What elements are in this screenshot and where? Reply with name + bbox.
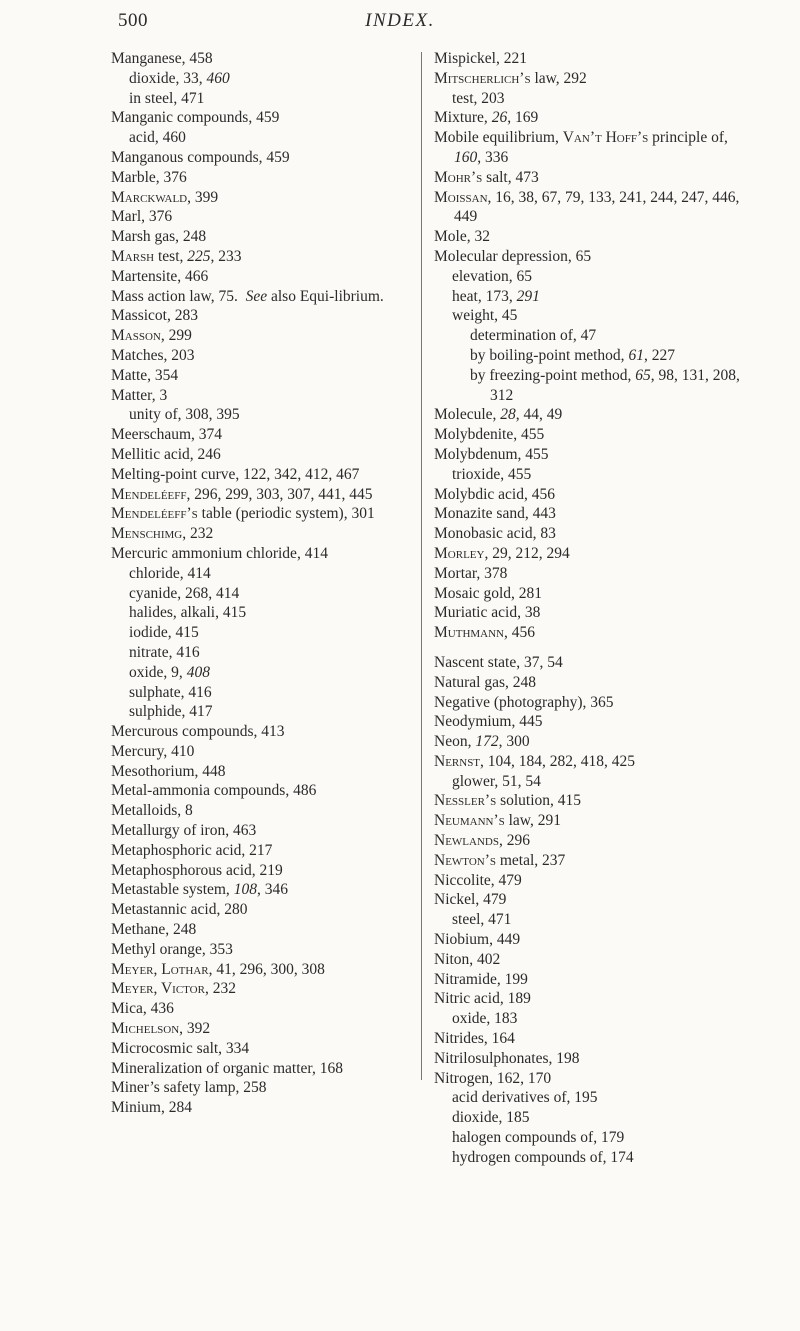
index-entry xyxy=(111,188,411,208)
entry-text: , 29, 212, 294 xyxy=(484,544,570,562)
index-entry xyxy=(111,920,411,940)
entry-text: table (periodic system), 301 xyxy=(197,505,375,523)
entry-text: oxide, 183 xyxy=(452,1010,518,1028)
entry-name-smallcaps: Meyer, Lothar xyxy=(111,960,209,978)
entry-text: , 233 xyxy=(210,247,242,265)
index-entry xyxy=(111,940,411,960)
entry-page-ref-italic: See xyxy=(245,287,268,305)
entry-text: Niobium, 449 xyxy=(434,931,521,949)
entry-name-smallcaps: Moissan xyxy=(434,188,488,206)
entry-text: Molybdenum, 455 xyxy=(434,445,549,463)
index-entry xyxy=(111,306,411,326)
entry-text: principle of, xyxy=(648,129,732,147)
entry-text: Metalloids, 8 xyxy=(111,802,193,820)
index-entry xyxy=(111,762,411,782)
entry-text: Molybdic acid, 456 xyxy=(434,485,555,503)
entry-text: Meerschaum, 374 xyxy=(111,426,223,444)
entry-text: Minium, 284 xyxy=(111,1099,192,1117)
index-subentry xyxy=(452,1108,756,1128)
entry-text: Melting-point curve, 122, 342, 412, 467 xyxy=(111,465,360,483)
index-entry xyxy=(434,603,756,623)
index-entry xyxy=(111,960,411,980)
entry-name-smallcaps: Nessler’s xyxy=(434,792,497,810)
index-entry xyxy=(434,524,756,544)
index-entry xyxy=(434,247,756,267)
entry-text: law, 291 xyxy=(504,812,561,830)
entry-text: test, xyxy=(154,247,188,265)
entry-text: , 296 xyxy=(498,832,530,850)
entry-text: , 399 xyxy=(187,188,219,206)
index-entry xyxy=(434,168,756,188)
index-entry xyxy=(111,979,411,999)
index-subentry xyxy=(452,465,756,485)
entry-text: , 232 xyxy=(182,525,214,543)
entry-page-ref-italic: 108 xyxy=(233,881,257,899)
entry-text: Monazite sand, 443 xyxy=(434,505,556,523)
index-entry xyxy=(434,623,756,643)
index-subentry xyxy=(470,366,756,406)
index-entry xyxy=(111,326,411,346)
entry-text: Niccolite, 479 xyxy=(434,871,522,889)
entry-text: heat, 173, xyxy=(452,287,517,305)
entry-page-ref-italic: 65 xyxy=(635,366,651,384)
index-entry xyxy=(111,524,411,544)
index-subentry xyxy=(129,89,411,109)
entry-text: , 104, 184, 282, 418, 425 xyxy=(480,752,636,770)
entry-page-ref-italic: 28 xyxy=(500,406,516,424)
entry-text: Manganic compounds, 459 xyxy=(111,109,280,127)
entry-text: Nitrides, 164 xyxy=(434,1030,515,1048)
index-entry xyxy=(434,871,756,891)
entry-page-ref-italic: 408 xyxy=(186,663,210,681)
index-subentry xyxy=(129,584,411,604)
index-entry xyxy=(434,712,756,732)
index-entry xyxy=(434,49,756,69)
entry-text: Marl, 376 xyxy=(111,208,173,226)
entry-text: determination of, 47 xyxy=(470,327,597,345)
index-entry xyxy=(111,207,411,227)
index-entry xyxy=(111,227,411,247)
entry-text: Mosaic gold, 281 xyxy=(434,584,543,602)
index-subentry xyxy=(452,1088,756,1108)
entry-text: solution, 415 xyxy=(496,792,582,810)
index-entry xyxy=(434,69,756,89)
entry-text: acid, 460 xyxy=(129,129,186,147)
index-entry xyxy=(111,841,411,861)
entry-text: iodide, 415 xyxy=(129,624,199,642)
index-entry xyxy=(434,188,756,228)
entry-text: Molybdenite, 455 xyxy=(434,426,545,444)
index-entry xyxy=(434,673,756,693)
index-entry xyxy=(111,148,411,168)
entry-text: law, 292 xyxy=(530,69,587,87)
index-entry xyxy=(111,465,411,485)
entry-text: Mass action law, 75. xyxy=(111,287,246,305)
entry-text: by freezing-point method, xyxy=(470,366,636,384)
entry-text: Mole, 32 xyxy=(434,228,490,246)
entry-text: sulphide, 417 xyxy=(129,703,213,721)
index-entry xyxy=(111,366,411,386)
entry-page-ref-italic: 172 xyxy=(475,733,499,751)
entry-text: Molecule, xyxy=(434,406,501,424)
entry-text: , 16, 38, 67, 79, 133, 241, 244, 247, 446, 449 xyxy=(454,188,744,226)
index-subentry xyxy=(452,306,756,326)
index-entry xyxy=(434,791,756,811)
entry-page-ref-italic: 160 xyxy=(454,148,478,166)
index-entry xyxy=(111,49,411,69)
entry-text: chloride, 414 xyxy=(129,564,211,582)
entry-text: Metastable system, xyxy=(111,881,234,899)
entry-name-smallcaps: Menschimg xyxy=(111,525,183,543)
entry-text: , 299 xyxy=(160,327,192,345)
entry-text: by boiling-point method, xyxy=(470,346,629,364)
index-entry xyxy=(111,999,411,1019)
index-entry xyxy=(434,950,756,970)
entry-text: Mortar, 378 xyxy=(434,564,508,582)
index-subentry xyxy=(452,1009,756,1029)
index-entry xyxy=(434,445,756,465)
index-entry xyxy=(434,890,756,910)
entry-name-smallcaps: Van’t Hoff’s xyxy=(562,129,649,147)
index-entry xyxy=(111,504,411,524)
index-entry xyxy=(434,1049,756,1069)
index-entry xyxy=(111,821,411,841)
entry-text: metal, 237 xyxy=(495,851,566,869)
entry-text: , 300 xyxy=(498,733,530,751)
entry-text: nitrate, 416 xyxy=(129,643,200,661)
index-entry xyxy=(434,752,756,772)
entry-text: Nascent state, 37, 54 xyxy=(434,653,563,671)
entry-text: unity of, 308, 395 xyxy=(129,406,240,424)
index-entry xyxy=(434,485,756,505)
entry-text: Nitramide, 199 xyxy=(434,970,528,988)
entry-name-smallcaps: Marsh xyxy=(111,247,155,265)
entry-text: Molecular depression, 65 xyxy=(434,247,592,265)
index-subentry xyxy=(452,910,756,930)
index-entry xyxy=(434,970,756,990)
entry-text: Nitric acid, 189 xyxy=(434,990,531,1008)
entry-text: dioxide, 185 xyxy=(452,1109,530,1127)
index-entry xyxy=(434,584,756,604)
index-entry xyxy=(111,722,411,742)
index-entry xyxy=(434,128,756,168)
index-entry xyxy=(434,930,756,950)
left-index-column xyxy=(111,49,411,1118)
entry-name-smallcaps: Masson xyxy=(111,327,161,345)
index-entry xyxy=(434,108,756,128)
entry-name-smallcaps: Nernst xyxy=(434,752,481,770)
entry-text: , 346 xyxy=(256,881,288,899)
index-subentry xyxy=(129,683,411,703)
entry-text: elevation, 65 xyxy=(452,267,533,285)
index-entry xyxy=(434,653,756,673)
entry-text: Metaphosphorous acid, 219 xyxy=(111,861,283,879)
index-entry xyxy=(434,405,756,425)
index-entry xyxy=(111,386,411,406)
entry-text: sulphate, 416 xyxy=(129,683,212,701)
index-entry xyxy=(434,1029,756,1049)
entry-text: halides, alkali, 415 xyxy=(129,604,247,622)
index-subentry xyxy=(129,405,411,425)
index-entry xyxy=(111,1039,411,1059)
entry-text: , 296, 299, 303, 307, 441, 445 xyxy=(186,485,373,503)
index-entry xyxy=(434,227,756,247)
index-subentry xyxy=(129,643,411,663)
index-subentry xyxy=(129,702,411,722)
entry-text: Matter, 3 xyxy=(111,386,168,404)
index-entry xyxy=(111,1059,411,1079)
index-entry xyxy=(111,445,411,465)
entry-text: , 336 xyxy=(477,148,509,166)
entry-page-ref-italic: 460 xyxy=(206,69,230,87)
index-entry xyxy=(111,108,411,128)
entry-text: Muriatic acid, 38 xyxy=(434,604,541,622)
index-entry xyxy=(111,1098,411,1118)
index-entry xyxy=(111,247,411,267)
entry-text: halogen compounds of, 179 xyxy=(452,1129,625,1147)
index-entry xyxy=(111,742,411,762)
section-gap xyxy=(434,643,756,653)
index-entry xyxy=(111,544,411,564)
entry-text: hydrogen compounds of, 174 xyxy=(452,1148,634,1166)
entry-text: Mesothorium, 448 xyxy=(111,762,226,780)
index-entry xyxy=(111,168,411,188)
entry-text: test, 203 xyxy=(452,89,505,107)
index-entry xyxy=(434,851,756,871)
index-entry xyxy=(434,1069,756,1089)
entry-page-ref-italic: 291 xyxy=(516,287,540,305)
entry-text: steel, 471 xyxy=(452,911,512,929)
entry-text: , 169 xyxy=(507,109,539,127)
entry-text: Mica, 436 xyxy=(111,1000,174,1018)
entry-text: Mobile equilibrium, xyxy=(434,129,563,147)
entry-text: Mixture, xyxy=(434,109,492,127)
entry-text: Methane, 248 xyxy=(111,921,197,939)
entry-text: Metal-ammonia compounds, 486 xyxy=(111,782,317,800)
index-subentry xyxy=(452,1148,756,1168)
entry-text: Manganese, 458 xyxy=(111,50,213,67)
entry-text: acid derivatives of, 195 xyxy=(452,1089,598,1107)
index-entry xyxy=(111,425,411,445)
index-subentry xyxy=(129,663,411,683)
entry-text: trioxide, 455 xyxy=(452,465,532,483)
index-subentry xyxy=(470,346,756,366)
entry-name-smallcaps: Mendeléeff xyxy=(111,485,187,503)
column-divider xyxy=(421,52,422,1080)
entry-text: glower, 51, 54 xyxy=(452,772,541,790)
index-entry xyxy=(434,732,756,752)
index-subentry xyxy=(129,69,411,89)
entry-text: Miner’s safety lamp, 258 xyxy=(111,1079,267,1097)
entry-text: , 392 xyxy=(179,1020,211,1038)
entry-text: dioxide, 33, xyxy=(129,69,207,87)
index-entry xyxy=(434,544,756,564)
entry-text: , 41, 296, 300, 308 xyxy=(208,960,325,978)
entry-text: , 44, 49 xyxy=(515,406,563,424)
entry-text: Microcosmic salt, 334 xyxy=(111,1039,250,1057)
entry-text: Martensite, 466 xyxy=(111,267,209,285)
page-number: 500 xyxy=(118,10,148,31)
entry-name-smallcaps: Marckwald xyxy=(111,188,188,206)
index-entry xyxy=(111,267,411,287)
index-subentry xyxy=(129,623,411,643)
index-entry xyxy=(111,485,411,505)
entry-text: also Equi-librium. xyxy=(267,287,384,305)
entry-text: oxide, 9, xyxy=(129,663,187,681)
entry-page-ref-italic: 26 xyxy=(491,109,508,127)
index-subentry xyxy=(470,326,756,346)
entry-text: , 227 xyxy=(643,346,675,364)
entry-text: Manganous compounds, 459 xyxy=(111,148,290,166)
entry-text: Methyl orange, 353 xyxy=(111,940,233,958)
index-subentry xyxy=(129,128,411,148)
index-entry xyxy=(111,287,411,307)
entry-text: Nickel, 479 xyxy=(434,891,507,909)
entry-text: Niton, 402 xyxy=(434,950,501,968)
entry-name-smallcaps: Meyer, Victor xyxy=(111,980,205,998)
index-subentry xyxy=(452,267,756,287)
entry-text: Neon, xyxy=(434,733,476,751)
entry-name-smallcaps: Newton’s xyxy=(434,851,496,869)
index-entry xyxy=(434,811,756,831)
entry-text: Marble, 376 xyxy=(111,168,187,186)
entry-text: Natural gas, 248 xyxy=(434,673,537,691)
entry-page-ref-italic: 61 xyxy=(628,346,644,364)
entry-text: Negative (photography), 365 xyxy=(434,693,614,711)
entry-text: Mineralization of organic matter, 168 xyxy=(111,1059,343,1077)
index-entry xyxy=(434,989,756,1009)
entry-text: Mercuric ammonium chloride, 414 xyxy=(111,544,328,562)
entry-text: Mispickel, 221 xyxy=(434,50,527,67)
entry-name-smallcaps: Neumann’s xyxy=(434,812,505,830)
entry-text: Mercurous compounds, 413 xyxy=(111,723,285,741)
entry-text: Neodymium, 445 xyxy=(434,713,543,731)
entry-name-smallcaps: Mendeléeff’s xyxy=(111,505,198,523)
entry-text: in steel, 471 xyxy=(129,89,205,107)
index-subentry xyxy=(452,287,756,307)
index-entry xyxy=(111,346,411,366)
index-subentry xyxy=(452,1128,756,1148)
index-entry xyxy=(111,880,411,900)
index-subentry xyxy=(129,603,411,623)
index-entry xyxy=(111,861,411,881)
entry-text: Matte, 354 xyxy=(111,366,179,384)
index-entry xyxy=(111,1078,411,1098)
entry-name-smallcaps: Michelson xyxy=(111,1020,180,1038)
entry-name-smallcaps: Morley xyxy=(434,544,485,562)
entry-text: Marsh gas, 248 xyxy=(111,228,207,246)
index-entry xyxy=(111,900,411,920)
entry-text: Metastannic acid, 280 xyxy=(111,901,248,919)
entry-text: Metaphosphoric acid, 217 xyxy=(111,841,273,859)
entry-text: , 98, 131, 208, 312 xyxy=(490,366,744,404)
right-index-column xyxy=(434,49,756,1168)
entry-text: salt, 473 xyxy=(482,168,539,186)
entry-text: Metallurgy of iron, 463 xyxy=(111,822,257,840)
entry-name-smallcaps: Mohr’s xyxy=(434,168,483,186)
entry-text: Matches, 203 xyxy=(111,346,195,364)
index-entry xyxy=(111,801,411,821)
index-entry xyxy=(434,831,756,851)
entry-text: , 232 xyxy=(204,980,236,998)
index-entry xyxy=(434,425,756,445)
index-entry xyxy=(434,693,756,713)
index-entry xyxy=(111,781,411,801)
entry-name-smallcaps: Mitscherlich’s xyxy=(434,69,531,87)
entry-text: , 456 xyxy=(504,624,536,642)
entry-name-smallcaps: Newlands xyxy=(434,832,499,850)
entry-text: Massicot, 283 xyxy=(111,307,198,325)
index-subentry xyxy=(452,89,756,109)
entry-text: Nitrogen, 162, 170 xyxy=(434,1069,552,1087)
running-head: INDEX. xyxy=(365,10,435,31)
entry-text: Mellitic acid, 246 xyxy=(111,445,221,463)
entry-text: Mercury, 410 xyxy=(111,742,195,760)
index-subentry xyxy=(129,564,411,584)
entry-name-smallcaps: Muthmann xyxy=(434,624,505,642)
entry-text: Nitrilosulphonates, 198 xyxy=(434,1049,580,1067)
index-subentry xyxy=(452,772,756,792)
index-entry xyxy=(111,1019,411,1039)
index-entry xyxy=(434,564,756,584)
entry-text: cyanide, 268, 414 xyxy=(129,584,240,602)
entry-text: Monobasic acid, 83 xyxy=(434,525,556,543)
entry-text: weight, 45 xyxy=(452,307,518,325)
index-entry xyxy=(434,504,756,524)
entry-page-ref-italic: 225 xyxy=(187,247,211,265)
